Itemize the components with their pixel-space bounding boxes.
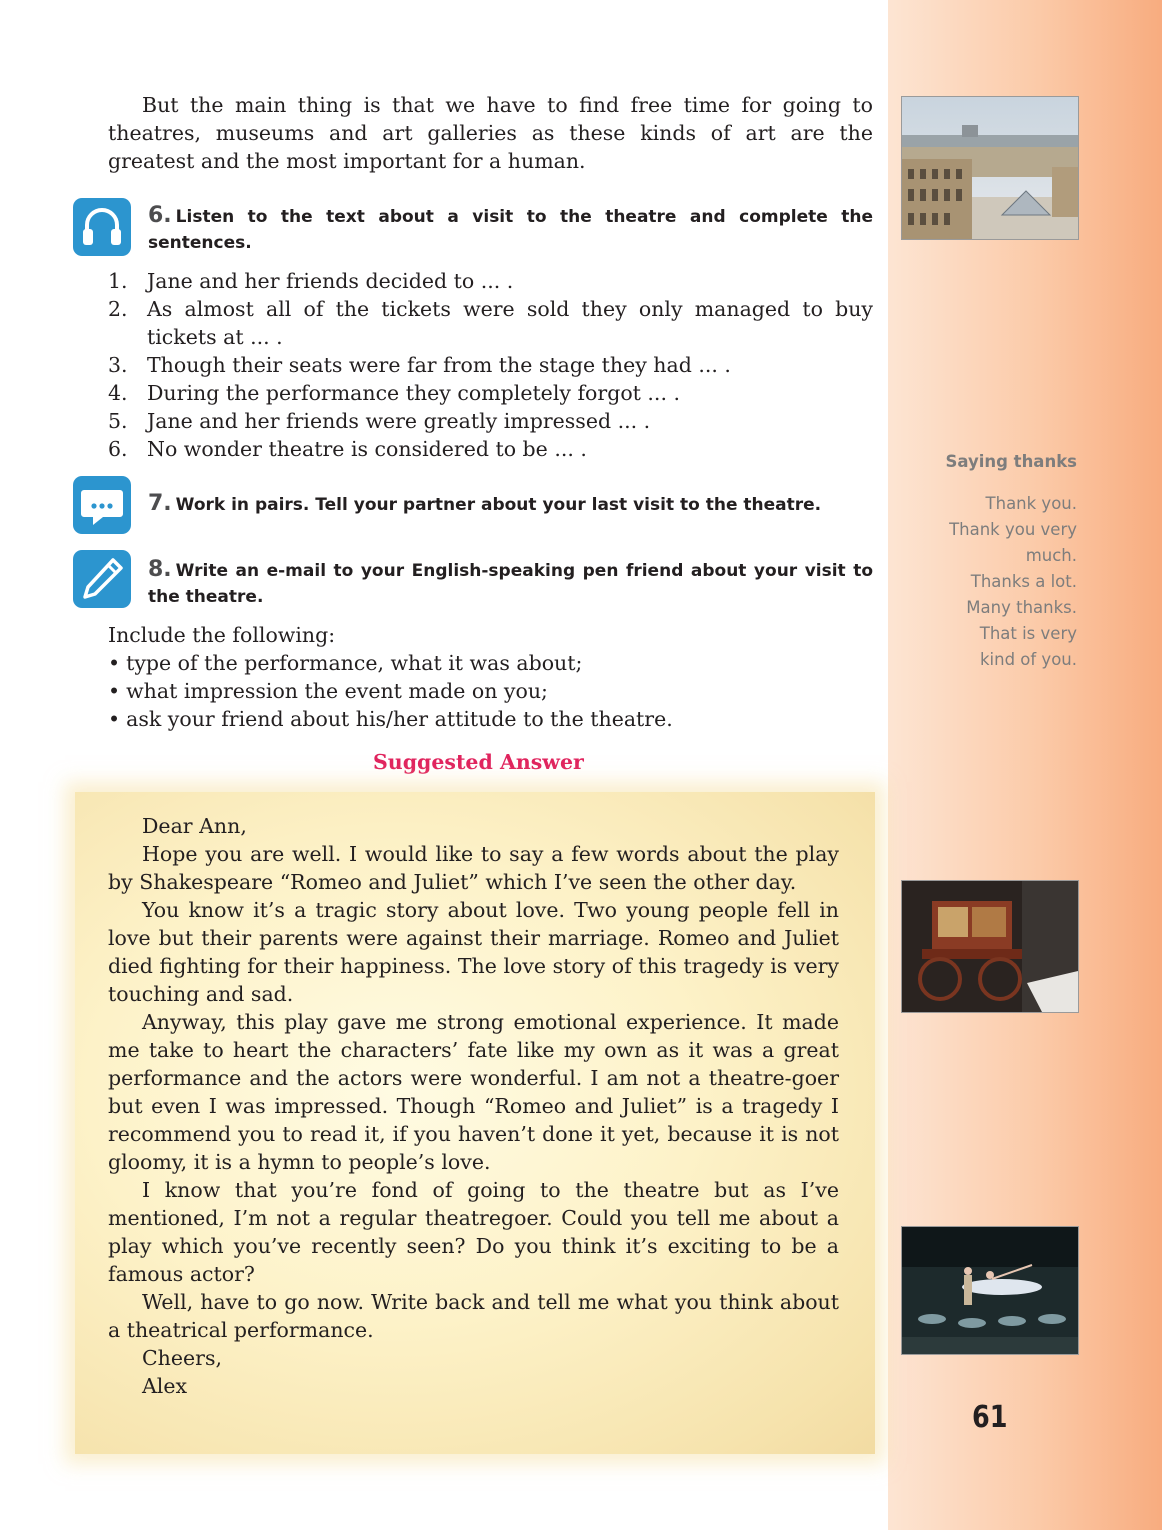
page-number: 61 (972, 1400, 1008, 1435)
task-number: 7. (148, 491, 172, 516)
task-6-instruction: 6. Listen to the text about a visit to the theatre and complete the sentences. (148, 203, 873, 253)
headphones-icon (73, 198, 131, 256)
suggested-answer-heading: Suggested Answer (373, 750, 584, 774)
thanks-phrase: That is very kind of you. (979, 624, 1077, 669)
pen-icon (73, 550, 131, 608)
letter-paragraph: You know it’s a tragic story about love. Two young people fell in love but their parents were against their marriage. Romeo and Juliet died fighting for their happiness. The love story of this tragedy is very touching and sad. (108, 898, 839, 1006)
thanks-phrase: Thank you. (985, 494, 1077, 513)
task-number: 6. (148, 203, 172, 228)
list-item: 6. No wonder theatre is considered to be ... . (108, 437, 587, 461)
task-7-instruction: 7. Work in pairs. Tell your partner about your last visit to the theatre. (148, 491, 822, 516)
list-item: 5. Jane and her friends were greatly impressed ... . (108, 409, 651, 433)
letter-paragraph: Hope you are well. I would like to say a few words about the play by Shakespeare “Romeo and Juliet” which I’ve seen the other day. (108, 842, 839, 894)
letter-signature: Alex (142, 1374, 188, 1398)
letter-paragraph: Well, have to go now. Write back and tell me what you think about a theatrical performance. (108, 1290, 839, 1342)
list-item: 4. During the performance they completely forgot ... . (108, 381, 680, 405)
intro-paragraph: But the main thing is that we have to find free time for going to theatres, museums and art galleries as these kinds of art are the greatest and the most important for a human. (108, 93, 873, 173)
task-6-list (108, 267, 873, 463)
list-item: 1. Jane and her friends decided to ... . (108, 269, 514, 293)
louvre-photo (901, 96, 1079, 240)
sample-letter (108, 812, 839, 1400)
list-item: • what impression the event made on you; (108, 677, 873, 705)
list-item: 3. Though their seats were far from the stage they had ... . (108, 353, 731, 377)
task-8-instruction: 8. Write an e-mail to your English-speaking pen friend about your visit to the theatre. (148, 557, 873, 607)
list-item: 2. As almost all of the tickets were sold they only managed to buy tickets at ... . (108, 297, 873, 349)
speech-bubble-icon (73, 476, 131, 534)
saying-thanks-box (895, 449, 1077, 673)
list-item: • type of the performance, what it was about; (108, 649, 873, 677)
include-label: Include the following: (108, 623, 336, 647)
letter-closing: Cheers, (142, 1346, 222, 1370)
carriage-museum-photo (901, 880, 1079, 1013)
thanks-phrase: Thank you very much. (949, 520, 1077, 565)
letter-paragraph: Anyway, this play gave me strong emotional experience. It made me take to heart the characters’ fate like my own as it was a great performance and the actors were wonderful. I am not a theatre-goer but even I was impressed. Though “Romeo and Juliet” is a tragedy I recommend you to read it, if you haven’t done it yet, because it is not gloomy, it is a hymn to people’s love. (108, 1010, 839, 1174)
thanks-phrase: Thanks a lot. (970, 572, 1077, 591)
letter-paragraph: I know that you’re fond of going to the theatre but as I’ve mentioned, I’m not a regular theatregoer. Could you tell me about a play which you’ve recently seen? Do you think it’s exciting to be a famous actor? (108, 1178, 839, 1286)
list-item: • ask your friend about his/her attitude to the theatre. (108, 705, 873, 733)
letter-greeting: Dear Ann, (142, 814, 247, 838)
saying-thanks-title: Saying thanks (945, 452, 1077, 471)
ballet-photo (901, 1226, 1079, 1355)
thanks-phrase: Many thanks. (966, 598, 1077, 617)
task-number: 8. (148, 557, 172, 582)
task-8-bullets (108, 649, 873, 733)
